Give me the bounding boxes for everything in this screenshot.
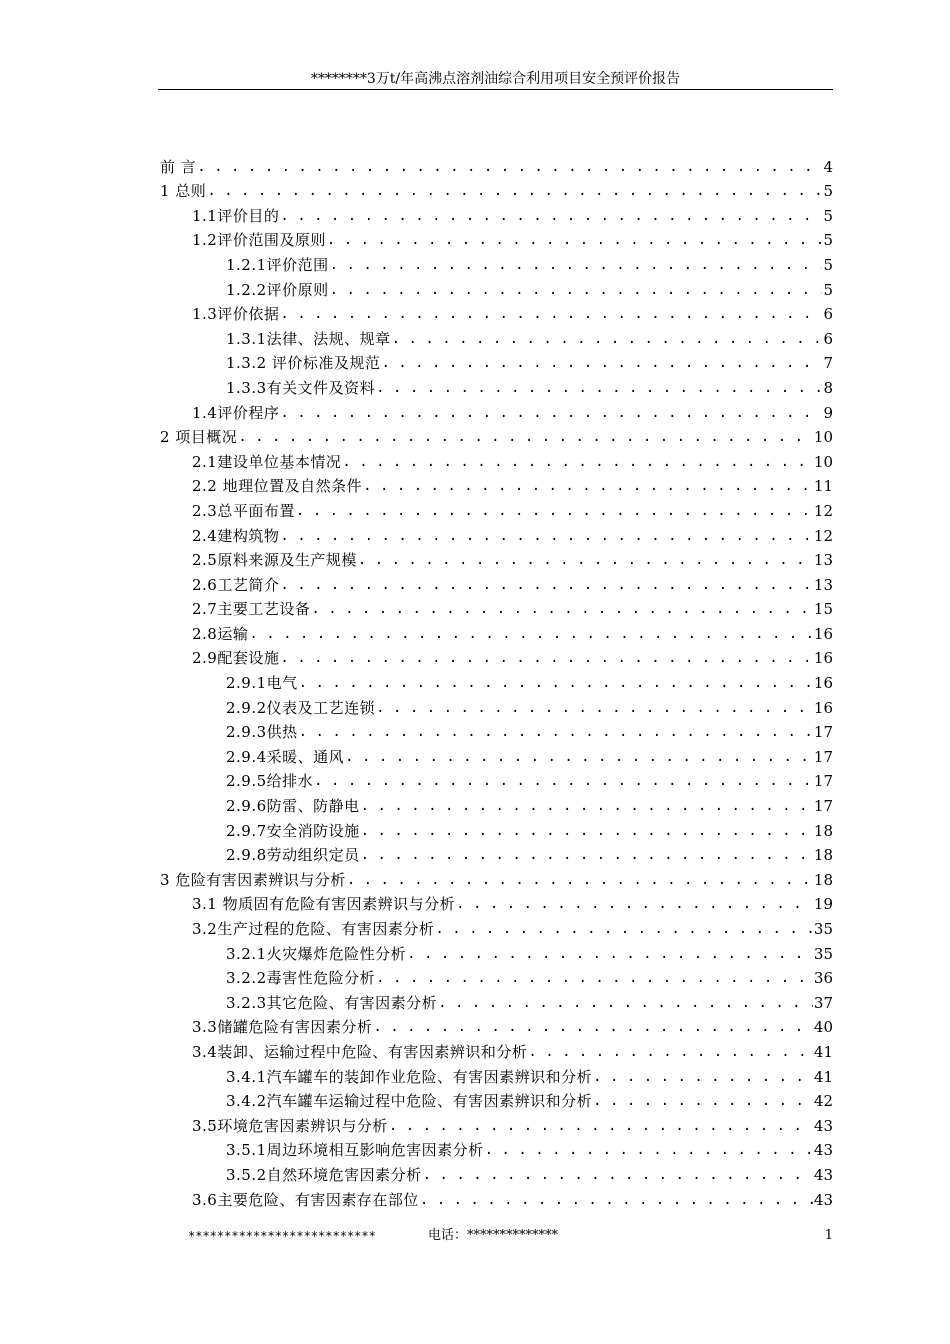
toc-entry-page: 16 — [813, 624, 833, 643]
toc-entry-page: 16 — [813, 698, 833, 717]
toc-entry-title: 2.1建设单位基本情况 — [192, 452, 342, 471]
toc-entry-title: 3.5.1周边环境相互影响危害因素分析 — [226, 1141, 484, 1160]
toc-entry[interactable] — [160, 619, 833, 644]
toc-entry-title: 2.9配套设施 — [192, 649, 280, 668]
toc-entry[interactable] — [160, 275, 833, 300]
toc-entry-page: 5 — [823, 231, 833, 250]
toc-dot-leader — [407, 944, 813, 964]
toc-entry-title: 3.2生产过程的危险、有害因素分析 — [192, 920, 435, 938]
toc-dot-leader — [330, 280, 823, 300]
toc-entry-page: 42 — [813, 1092, 833, 1111]
toc-entry-page: 19 — [813, 895, 833, 914]
toc-dot-leader — [438, 993, 813, 1013]
toc-dot-leader — [327, 230, 823, 250]
toc-entry[interactable] — [160, 988, 833, 1013]
toc-entry-page: 16 — [813, 649, 833, 668]
toc-entry[interactable] — [160, 201, 833, 226]
toc-entry-page: 17 — [813, 723, 833, 742]
toc-entry-page: 11 — [813, 477, 833, 496]
toc-entry-page: 36 — [813, 969, 833, 988]
toc-entry[interactable] — [160, 570, 833, 595]
toc-dot-leader — [593, 1067, 813, 1087]
toc-entry-page: 43 — [813, 1165, 833, 1184]
toc-dot-leader — [299, 673, 813, 693]
toc-dot-leader — [392, 329, 823, 349]
toc-dot-leader — [361, 821, 813, 841]
toc-dot-leader — [311, 599, 813, 619]
toc-entry-title: 3 危险有害因素辨识与分析 — [160, 870, 346, 889]
toc-entry-title: 2.9.3供热 — [226, 723, 298, 742]
header-rule — [158, 89, 833, 90]
toc-entry-page: 17 — [813, 797, 833, 816]
toc-entry-title: 2.9.5给排水 — [226, 772, 314, 791]
toc-entry[interactable] — [160, 472, 833, 497]
page-header-title: ********3万t/年高沸点溶剂油综合利用项目安全预评价报告 — [310, 71, 681, 87]
toc-entry[interactable] — [160, 595, 833, 620]
toc-dot-leader — [358, 550, 813, 570]
table-of-contents — [160, 152, 833, 1210]
toc-dot-leader — [456, 894, 813, 914]
toc-entry[interactable] — [160, 1087, 833, 1112]
toc-dot-leader — [280, 304, 822, 324]
toc-entry[interactable] — [160, 250, 833, 275]
toc-entry-title: 1.4评价程序 — [192, 403, 280, 422]
toc-entry-title: 3.2.1火灾爆炸危险性分析 — [226, 944, 407, 963]
toc-dot-leader — [361, 796, 813, 816]
toc-dot-leader — [347, 870, 813, 890]
toc-entry-page: 18 — [813, 870, 833, 889]
toc-entry-page: 6 — [823, 305, 833, 324]
toc-entry[interactable] — [160, 939, 833, 964]
toc-entry-title: 3.1 物质固有危险有害因素辨识与分析 — [192, 895, 456, 914]
toc-dot-leader — [314, 771, 813, 791]
toc-dot-leader — [299, 722, 813, 742]
toc-entry-page: 17 — [813, 772, 833, 791]
toc-dot-leader — [363, 476, 813, 496]
toc-entry-page: 10 — [813, 428, 833, 447]
toc-entry-title: 3.4.2汽车罐车运输过程中危险、有害因素辨识和分析 — [226, 1092, 593, 1111]
toc-dot-leader — [361, 845, 813, 865]
toc-entry[interactable] — [160, 791, 833, 816]
footer-phone: 电话：************** — [428, 1228, 559, 1243]
toc-entry[interactable] — [160, 373, 833, 398]
toc-dot-leader — [485, 1140, 813, 1160]
toc-entry-title: 3.3储罐危险有害因素分析 — [192, 1018, 373, 1037]
toc-entry-page: 15 — [813, 600, 833, 619]
toc-entry-page: 5 — [823, 280, 833, 299]
toc-dot-leader — [435, 919, 813, 939]
toc-entry-title: 3.6主要危险、有害因素存在部位 — [192, 1190, 419, 1209]
toc-entry[interactable] — [160, 1013, 833, 1038]
toc-entry-page: 4 — [823, 157, 833, 176]
toc-dot-leader — [280, 526, 813, 546]
toc-entry-page: 41 — [813, 1067, 833, 1086]
toc-entry[interactable] — [160, 742, 833, 767]
toc-entry[interactable] — [160, 816, 833, 841]
toc-entry-title: 2.7主要工艺设备 — [192, 600, 311, 619]
toc-entry-title: 1.2评价范围及原则 — [192, 231, 326, 250]
toc-entry[interactable] — [160, 767, 833, 792]
toc-entry-page: 41 — [813, 1042, 833, 1061]
toc-entry-title: 2.9.1电气 — [226, 674, 298, 693]
toc-entry-page: 40 — [813, 1018, 833, 1037]
toc-entry[interactable] — [160, 644, 833, 669]
toc-entry-page: 18 — [813, 846, 833, 865]
toc-entry[interactable] — [160, 1037, 833, 1062]
toc-dot-leader — [280, 206, 822, 226]
toc-entry[interactable] — [160, 1185, 833, 1210]
toc-entry[interactable] — [160, 349, 833, 374]
toc-entry-page: 18 — [813, 821, 833, 840]
toc-entry-page: 5 — [823, 255, 833, 274]
footer-left-text: ************************** — [188, 1229, 376, 1243]
toc-entry[interactable] — [160, 324, 833, 349]
toc-entry-page: 37 — [813, 993, 833, 1012]
toc-entry[interactable] — [160, 546, 833, 571]
toc-dot-leader — [296, 501, 813, 521]
toc-entry[interactable] — [160, 496, 833, 521]
toc-entry-page: 12 — [813, 526, 833, 545]
toc-entry[interactable] — [160, 447, 833, 472]
toc-entry[interactable] — [160, 1111, 833, 1136]
toc-entry-title: 1.3评价依据 — [192, 305, 280, 324]
toc-entry[interactable] — [160, 1136, 833, 1161]
toc-entry-title: 2.6工艺简介 — [192, 575, 280, 594]
toc-entry[interactable] — [160, 668, 833, 693]
toc-entry-title: 3.4装卸、运输过程中危险、有害因素辨识和分析 — [192, 1042, 528, 1061]
toc-entry[interactable] — [160, 914, 833, 939]
toc-entry-title: 1.1评价目的 — [192, 206, 280, 225]
toc-dot-leader — [373, 1017, 813, 1037]
toc-entry[interactable] — [160, 300, 833, 325]
page-footer — [188, 1226, 833, 1246]
toc-entry-title: 2.9.4采暖、通风 — [226, 747, 345, 766]
toc-entry-title: 2.2 地理位置及自然条件 — [192, 477, 363, 496]
toc-entry-title: 2.9.8劳动组织定员 — [226, 846, 360, 865]
toc-entry-page: 9 — [823, 403, 833, 422]
toc-entry-page: 35 — [813, 944, 833, 963]
toc-entry[interactable] — [160, 1160, 833, 1185]
toc-entry-page: 8 — [823, 378, 833, 397]
toc-entry-title: 2.5原料来源及生产规模 — [192, 551, 357, 570]
toc-dot-leader — [197, 157, 822, 177]
toc-entry-title: 2.8运输 — [192, 624, 249, 643]
toc-dot-leader — [423, 1165, 813, 1185]
toc-entry-title: 3.4.1汽车罐车的装卸作业危险、有害因素辨识和分析 — [226, 1067, 593, 1086]
toc-dot-leader — [376, 378, 822, 398]
toc-entry-title: 1.2.2评价原则 — [226, 280, 329, 299]
toc-entry-title: 2.9.7安全消防设施 — [226, 821, 360, 840]
toc-entry[interactable] — [160, 890, 833, 915]
toc-dot-leader — [381, 353, 822, 373]
toc-entry-title: 2.9.6防雷、防静电 — [226, 797, 360, 816]
toc-entry-page: 7 — [823, 354, 833, 373]
toc-entry-title: 1.3.2 评价标准及规范 — [226, 354, 381, 373]
toc-dot-leader — [280, 403, 822, 423]
toc-entry[interactable] — [160, 226, 833, 251]
toc-entry-page: 10 — [813, 452, 833, 471]
toc-dot-leader — [280, 575, 813, 595]
toc-dot-leader — [593, 1091, 813, 1111]
toc-dot-leader — [249, 624, 813, 644]
toc-entry-page: 5 — [823, 206, 833, 225]
toc-entry[interactable] — [160, 398, 833, 423]
toc-entry-title: 3.5.2自然环境危害因素分析 — [226, 1165, 422, 1184]
toc-dot-leader — [207, 181, 822, 201]
toc-entry-title: 1.3.3有关文件及资料 — [226, 378, 376, 397]
toc-entry-title: 3.2.2毒害性危险分析 — [226, 969, 376, 988]
toc-entry-title: 2 项目概况 — [160, 428, 238, 447]
toc-entry-title: 1.3.1法律、法规、规章 — [226, 329, 391, 348]
toc-entry[interactable] — [160, 1062, 833, 1087]
toc-dot-leader — [376, 968, 813, 988]
toc-entry[interactable] — [160, 693, 833, 718]
toc-entry-page: 6 — [823, 329, 833, 348]
toc-entry[interactable] — [160, 152, 833, 177]
toc-dot-leader — [345, 747, 813, 767]
toc-entry-title: 3.5环境危害因素辨识与分析 — [192, 1116, 388, 1135]
toc-dot-leader — [420, 1190, 813, 1210]
toc-entry-page: 12 — [813, 501, 833, 520]
toc-entry-title: 2.3总平面布置 — [192, 501, 295, 520]
footer-page-number: 1 — [824, 1228, 833, 1243]
toc-entry[interactable] — [160, 423, 833, 448]
toc-entry-page: 5 — [823, 182, 833, 201]
toc-entry-title: 前 言 — [160, 157, 197, 176]
toc-entry-page: 16 — [813, 674, 833, 693]
toc-entry[interactable] — [160, 177, 833, 202]
toc-dot-leader — [376, 698, 813, 718]
toc-entry-title: 2.9.2仪表及工艺连锁 — [226, 698, 376, 717]
toc-entry-page: 13 — [813, 551, 833, 570]
toc-dot-leader — [238, 427, 813, 447]
toc-entry[interactable] — [160, 964, 833, 989]
toc-entry-title: 3.2.3其它危险、有害因素分析 — [226, 993, 438, 1012]
toc-entry[interactable] — [160, 865, 833, 890]
toc-entry-page: 35 — [813, 920, 833, 938]
toc-entry-page: 43 — [813, 1116, 833, 1135]
toc-entry-title: 2.4建构筑物 — [192, 526, 280, 545]
toc-dot-leader — [528, 1042, 813, 1062]
toc-dot-leader — [330, 255, 823, 275]
toc-entry-page: 43 — [813, 1190, 833, 1209]
toc-entry-title: 1 总则 — [160, 182, 207, 201]
toc-entry-page: 43 — [813, 1141, 833, 1160]
toc-entry[interactable] — [160, 841, 833, 866]
toc-entry[interactable] — [160, 718, 833, 743]
toc-dot-leader — [280, 648, 813, 668]
toc-dot-leader — [342, 452, 813, 472]
toc-entry-page: 13 — [813, 575, 833, 594]
toc-entry-page: 17 — [813, 747, 833, 766]
toc-entry[interactable] — [160, 521, 833, 546]
toc-dot-leader — [389, 1116, 813, 1136]
toc-entry-title: 1.2.1评价范围 — [226, 255, 329, 274]
